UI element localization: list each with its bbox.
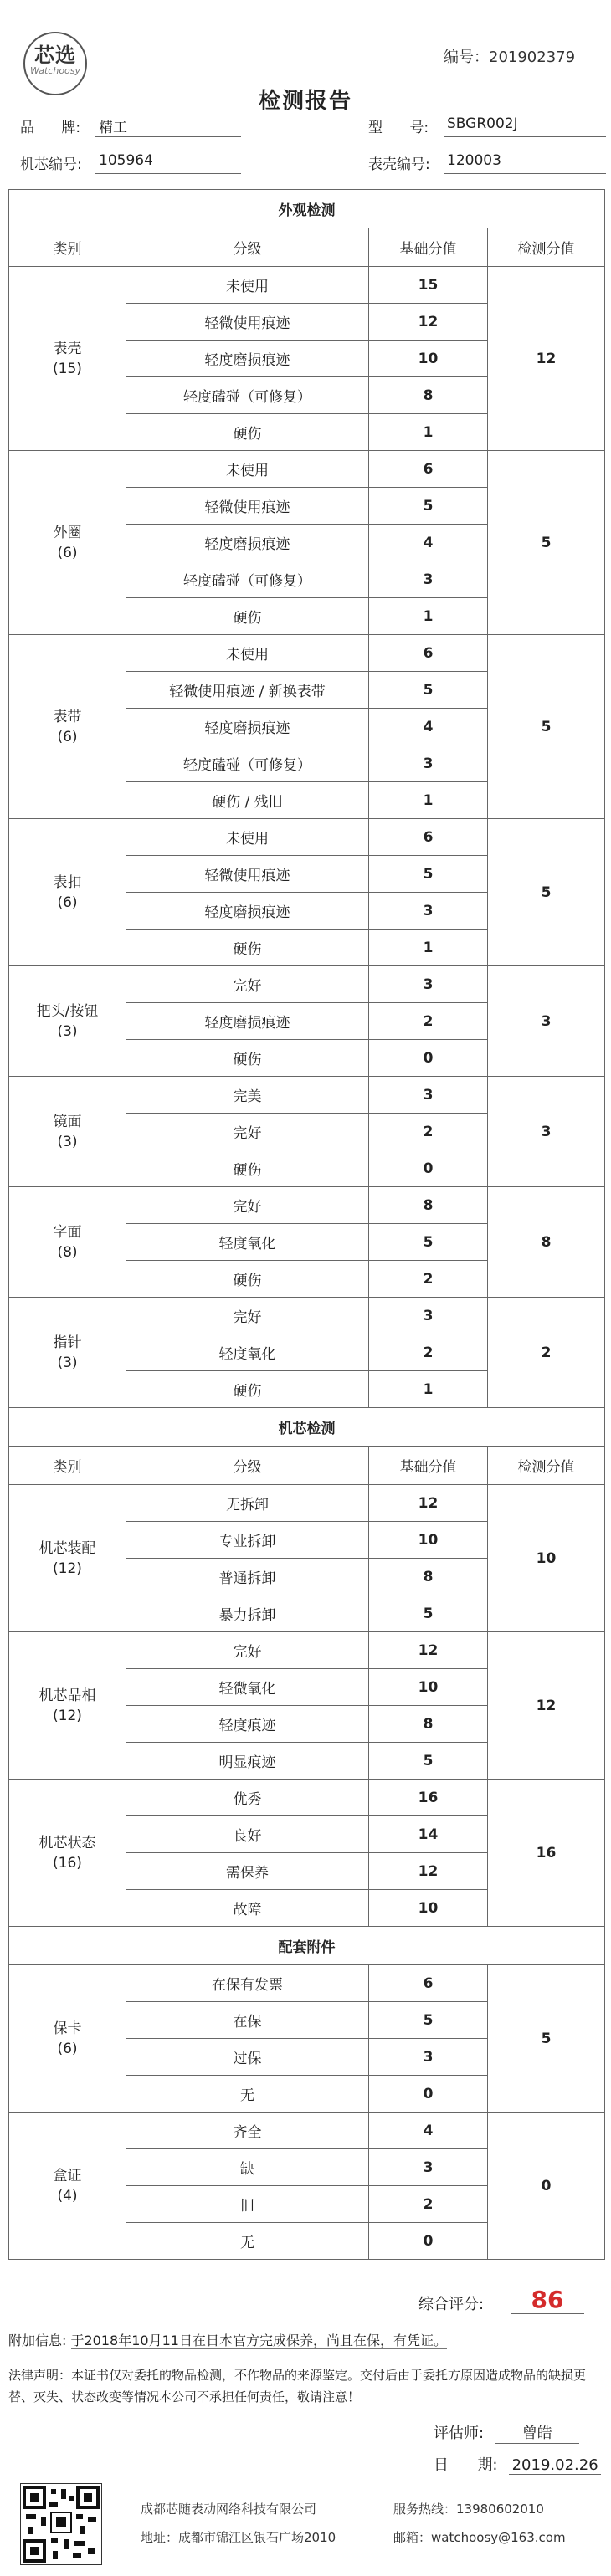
total-score-value: 86 [511,2286,584,2314]
category-cell [9,819,126,966]
category-cell [9,1965,126,2113]
column-header: 基础分值 [369,228,488,267]
base-score: 0 [369,2223,488,2260]
category-weight: (6) [57,894,78,911]
inspection-score: 3 [488,1077,605,1187]
base-score: 1 [369,414,488,451]
grade-label: 完美 [126,1077,369,1114]
footer-address: 地址：成都市锦江区银石广场2010 [141,2530,336,2545]
base-score: 5 [369,856,488,893]
qr-code [20,2483,102,2565]
base-score: 14 [369,1816,488,1853]
category-cell [9,451,126,635]
grade-row [9,451,605,488]
grade-label: 硬伤 [126,1261,369,1298]
case-number-field [368,152,501,173]
grade-label: 轻微使用痕迹 / 新换表带 [126,672,369,709]
grade-label: 轻度磕碰（可修复） [126,561,369,598]
category-cell [9,267,126,451]
grade-label: 硬伤 [126,598,369,635]
section-title: 配套附件 [9,1927,605,1965]
grade-label: 完好 [126,1187,369,1224]
date-label: 日 期: [434,2456,498,2474]
grade-label: 硬伤 [126,1150,369,1187]
category-weight: (16) [53,1854,82,1872]
base-score: 10 [369,1890,488,1927]
grade-row [9,635,605,672]
column-header: 分级 [126,228,369,267]
grade-label: 硬伤 [126,1371,369,1408]
additional-info [8,2331,604,2351]
grade-label: 无 [126,2076,369,2113]
column-header: 检测分值 [488,1447,605,1485]
inspection-score: 3 [488,966,605,1077]
category-name: 机芯品相 [39,1687,96,1704]
section-title-row [9,1927,605,1965]
grade-label: 过保 [126,2039,369,2076]
inspection-score: 12 [488,267,605,451]
category-name: 盒证 [53,2167,82,2184]
base-score: 4 [369,2113,488,2149]
additional-info-label: 附加信息: [8,2333,67,2348]
grade-label: 旧 [126,2186,369,2223]
category-cell [9,1780,126,1927]
grade-label: 完好 [126,1298,369,1334]
model-field [368,115,518,136]
category-cell [9,1632,126,1780]
grade-label: 故障 [126,1890,369,1927]
report-title: 检测报告 [258,89,352,114]
section-title: 机芯检测 [9,1408,605,1447]
category-name: 表壳 [53,340,82,357]
inspection-score: 5 [488,819,605,966]
base-score: 1 [369,1371,488,1408]
category-weight: (6) [57,728,78,745]
legal-statement: 法律声明：本证书仅对委托的物品检测，不作物品的来源鉴定。交付后由于委托方原因造成物品的缺损更替、灭失、状态改变等情况本公司不承担任何责任，敬请注意！ [8,2368,587,2404]
date-value: 2019.02.26 [509,2456,601,2475]
base-score: 3 [369,745,488,782]
grade-row [9,1632,605,1669]
base-score: 8 [369,377,488,414]
category-weight: (12) [53,1707,82,1724]
base-score: 6 [369,1965,488,2002]
column-header: 类别 [9,1447,126,1485]
base-score: 8 [369,1706,488,1743]
grade-label: 轻度氧化 [126,1224,369,1261]
base-score: 5 [369,488,488,525]
category-name: 外圈 [53,524,82,541]
category-cell [9,966,126,1077]
case-number-label: 表壳编号: [368,156,430,173]
grade-label: 良好 [126,1816,369,1853]
grade-label: 轻度磕碰（可修复） [126,745,369,782]
base-score: 5 [369,2002,488,2039]
section-title-row [9,190,605,228]
base-score: 2 [369,1114,488,1150]
grade-label: 未使用 [126,819,369,856]
grade-label: 完好 [126,966,369,1003]
category-cell [9,2113,126,2260]
model-value: SBGR002J [444,115,606,137]
base-score: 10 [369,1522,488,1559]
grade-label: 轻微使用痕迹 [126,304,369,341]
base-score: 5 [369,1224,488,1261]
grade-row [9,1965,605,2002]
base-score: 6 [369,635,488,672]
category-weight: (3) [57,1022,78,1040]
base-score: 5 [369,1743,488,1780]
base-score: 10 [369,1669,488,1706]
grade-label: 轻度磨损痕迹 [126,525,369,561]
total-score-label: 综合评分: [418,2296,485,2313]
inspection-score: 5 [488,635,605,819]
base-score: 3 [369,1077,488,1114]
header-row [9,1447,605,1485]
grade-label: 在保有发票 [126,1965,369,2002]
base-score: 1 [369,782,488,819]
base-score: 0 [369,1040,488,1077]
base-score: 0 [369,1150,488,1187]
base-score: 3 [369,2149,488,2186]
grade-row [9,966,605,1003]
base-score: 0 [369,2076,488,2113]
grade-row [9,1485,605,1522]
header-row [9,228,605,267]
grade-row [9,1780,605,1816]
inspection-score: 12 [488,1632,605,1780]
footer-email: 邮箱：watchoosy@163.com [393,2530,566,2545]
grade-label: 轻度磨损痕迹 [126,341,369,377]
grade-row [9,819,605,856]
base-score: 3 [369,2039,488,2076]
grade-label: 暴力拆卸 [126,1595,369,1632]
inspection-score: 2 [488,1298,605,1408]
case-number-value: 120003 [444,152,606,174]
grade-row [9,1298,605,1334]
base-score: 6 [369,451,488,488]
section-title-row [9,1408,605,1447]
inspection-table [8,189,605,2260]
serial-number: 编号：201902379 [444,49,576,66]
category-name: 机芯状态 [39,1834,96,1851]
grade-label: 轻微氧化 [126,1669,369,1706]
base-score: 12 [369,1853,488,1890]
date-field [434,2453,601,2475]
column-header: 类别 [9,228,126,267]
inspection-score: 8 [488,1187,605,1298]
category-name: 镜面 [53,1113,82,1130]
category-weight: (15) [53,360,82,377]
grade-label: 硬伤 [126,1040,369,1077]
grade-label: 轻度磨损痕迹 [126,893,369,930]
base-score: 2 [369,1334,488,1371]
base-score: 2 [369,1003,488,1040]
category-name: 保卡 [53,2020,82,2037]
category-weight: (8) [57,1243,78,1261]
inspection-score: 16 [488,1780,605,1927]
logo-cn: 芯选 [34,44,76,67]
base-score: 12 [369,1485,488,1522]
movement-number-label: 机芯编号: [20,156,82,173]
base-score: 4 [369,709,488,745]
base-score: 12 [369,304,488,341]
category-name: 指针 [53,1334,82,1351]
section-title: 外观检测 [9,190,605,228]
grade-label: 未使用 [126,267,369,304]
base-score: 10 [369,341,488,377]
grade-label: 轻度磨损痕迹 [126,709,369,745]
grade-label: 完好 [126,1114,369,1150]
total-score [418,2286,564,2314]
inspection-score: 0 [488,2113,605,2260]
grade-label: 缺 [126,2149,369,2186]
grade-label: 明显痕迹 [126,1743,369,1780]
inspection-score: 5 [488,451,605,635]
appraiser-field [434,2421,579,2444]
grade-label: 在保 [126,2002,369,2039]
category-weight: (3) [57,1354,78,1371]
grade-label: 齐全 [126,2113,369,2149]
category-weight: (4) [57,2187,78,2205]
base-score: 8 [369,1187,488,1224]
category-cell [9,1077,126,1187]
grade-label: 轻微使用痕迹 [126,488,369,525]
grade-label: 无 [126,2223,369,2260]
grade-label: 专业拆卸 [126,1522,369,1559]
base-score: 5 [369,1595,488,1632]
brand-field [20,115,127,136]
brand-label: 品 牌: [20,120,81,136]
grade-label: 普通拆卸 [126,1559,369,1595]
appraiser-value: 曾皓 [495,2421,579,2444]
base-score: 3 [369,966,488,1003]
category-weight: (3) [57,1133,78,1150]
grade-label: 轻微使用痕迹 [126,856,369,893]
grade-label: 无拆卸 [126,1485,369,1522]
category-name: 机芯装配 [39,1539,96,1557]
grade-label: 硬伤 [126,414,369,451]
category-name: 字面 [53,1223,82,1241]
base-score: 4 [369,525,488,561]
grade-row [9,267,605,304]
base-score: 6 [369,819,488,856]
grade-label: 轻度痕迹 [126,1706,369,1743]
logo-en: Watchoosy [29,65,81,76]
movement-number-field [20,152,153,173]
category-cell [9,635,126,819]
grade-label: 需保养 [126,1853,369,1890]
category-cell [9,1485,126,1632]
grade-label: 未使用 [126,635,369,672]
appraiser-label: 评估师: [434,2425,485,2442]
category-name: 把头/按钮 [36,1002,99,1020]
grade-label: 轻度磨损痕迹 [126,1003,369,1040]
base-score: 1 [369,598,488,635]
grade-label: 硬伤 / 残旧 [126,782,369,819]
footer-company: 成都芯随表动网络科技有限公司 [141,2502,317,2517]
grade-label: 轻度磕碰（可修复） [126,377,369,414]
base-score: 3 [369,561,488,598]
base-score: 3 [369,893,488,930]
movement-number-value: 105964 [95,152,241,174]
brand-value: 精工 [95,115,241,137]
base-score: 2 [369,1261,488,1298]
grade-label: 未使用 [126,451,369,488]
base-score: 5 [369,672,488,709]
column-header: 基础分值 [369,1447,488,1485]
category-name: 表扣 [53,873,82,891]
column-header: 分级 [126,1447,369,1485]
model-label: 型 号: [368,120,429,136]
inspection-score: 10 [488,1485,605,1632]
base-score: 8 [369,1559,488,1595]
base-score: 16 [369,1780,488,1816]
category-weight: (6) [57,2040,78,2057]
grade-label: 硬伤 [126,930,369,966]
category-name: 表带 [53,708,82,725]
category-weight: (6) [57,544,78,561]
grade-label: 优秀 [126,1780,369,1816]
category-cell [9,1187,126,1298]
column-header: 检测分值 [488,228,605,267]
base-score: 1 [369,930,488,966]
footer-hotline: 服务热线：13980602010 [393,2502,544,2517]
base-score: 2 [369,2186,488,2223]
grade-row [9,2113,605,2149]
grade-label: 完好 [126,1632,369,1669]
category-cell [9,1298,126,1408]
grade-row [9,1187,605,1224]
inspection-score: 5 [488,1965,605,2113]
additional-info-text: 于2018年10月11日在日本官方完成保养，尚且在保，有凭证。 [70,2333,447,2348]
grade-label: 轻度氧化 [126,1334,369,1371]
base-score: 3 [369,1298,488,1334]
grade-row [9,1077,605,1114]
base-score: 15 [369,267,488,304]
category-weight: (12) [53,1559,82,1577]
base-score: 12 [369,1632,488,1669]
